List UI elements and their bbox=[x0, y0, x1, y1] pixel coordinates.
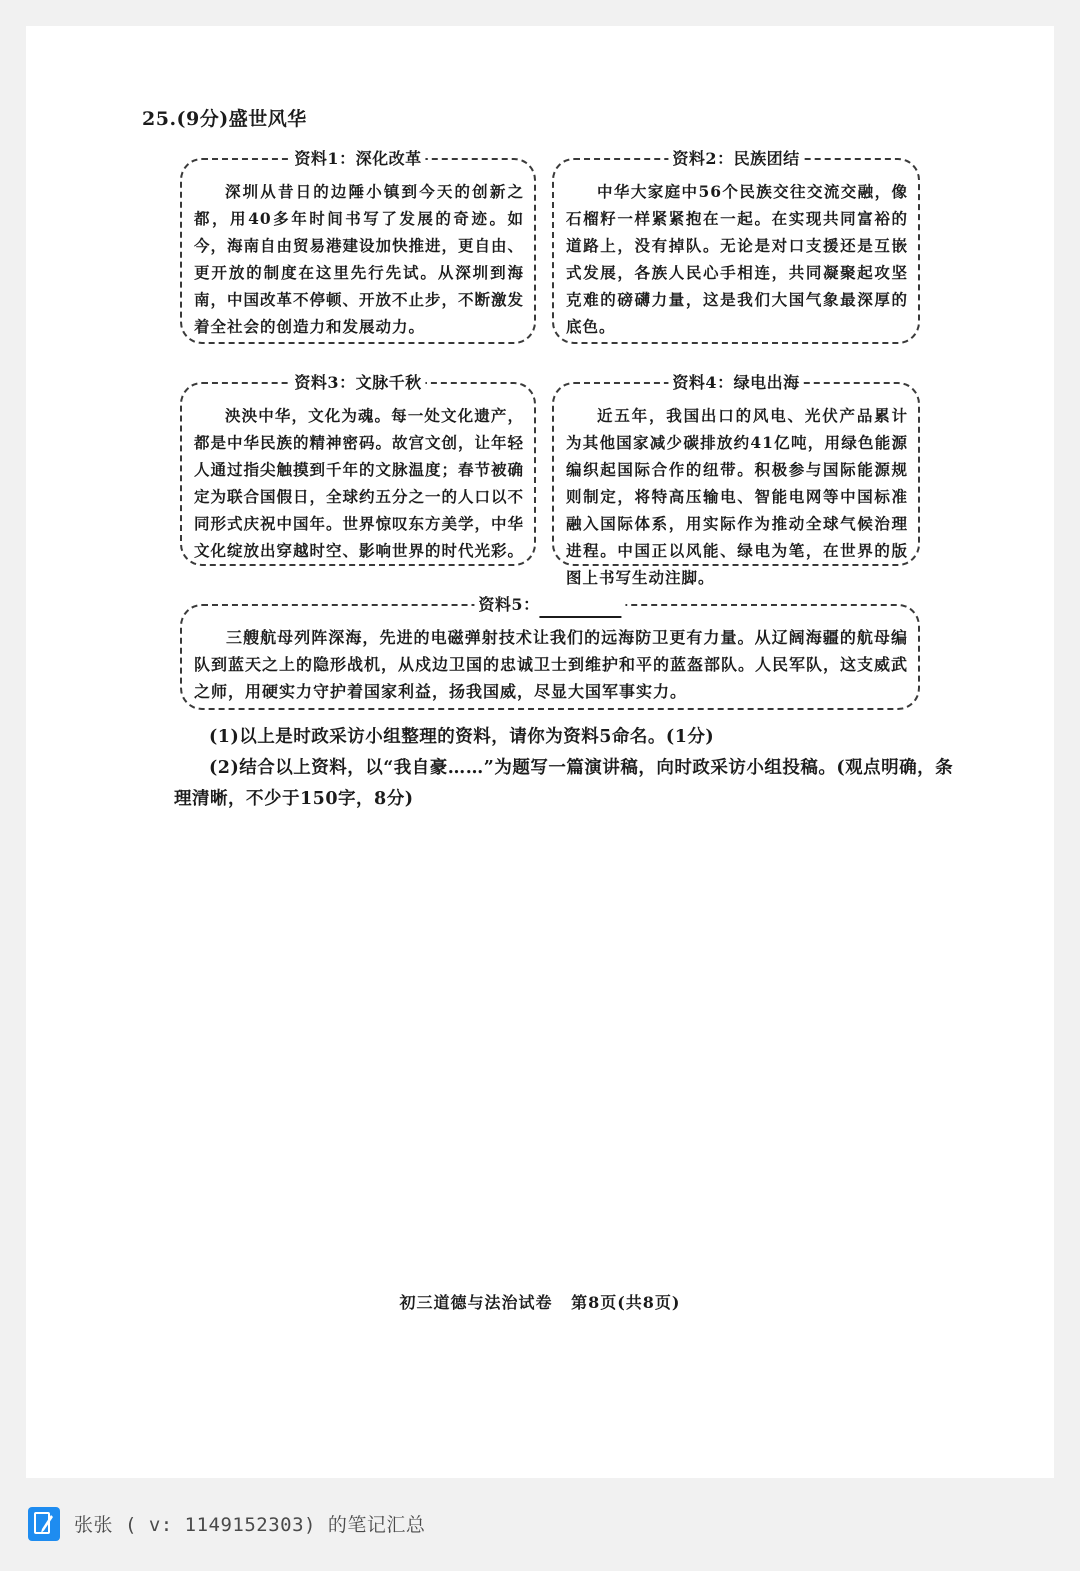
material-3-label: 资料3：文脉千秋 bbox=[290, 370, 425, 396]
sub-question-1: (1)以上是时政采访小组整理的资料，请你为资料5命名。(1分) bbox=[209, 727, 715, 747]
sub-question-2: (2)结合以上资料，以“我自豪……”为题写一篇演讲稿，向时政采访小组投稿。(观点明确，条理清晰，不少于150字，8分) bbox=[174, 758, 954, 809]
page-footer bbox=[26, 1290, 1054, 1313]
sub-questions bbox=[174, 722, 954, 815]
material-2-text: 中华大家庭中56个民族交往交流交融，像石榴籽一样紧紧抱在一起。在实现共同富裕的道路上，没有掉队。无论是对口支援还是互嵌式发展，各族人民心手相连，共同凝聚起攻坚克难的磅礴力量，这是我们大国气象最深厚的底色。 bbox=[566, 182, 908, 336]
material-2-label: 资料2：民族团结 bbox=[668, 146, 803, 172]
material-1-text: 深圳从昔日的边陲小镇到今天的创新之都，用40多年时间书写了发展的奇迹。如今，海南自由贸易港建设加快推进，更自由、更开放的制度在这里先行先试。从深圳到海南，中国改革不停顿、开放不止步，不断激发着全社会的创造力和发展动力。 bbox=[194, 182, 525, 336]
material-5-box bbox=[180, 595, 920, 710]
footer-subject: 初三道德与法治试卷 bbox=[399, 1293, 553, 1312]
material-3-box bbox=[180, 373, 536, 566]
watermark-text: 张张 ( v: 1149152303) 的笔记汇总 bbox=[74, 1514, 426, 1536]
material-4-box bbox=[552, 373, 920, 587]
material-5-text: 三艘航母列阵深海，先进的电磁弹射技术让我们的远海防卫更有力量。从辽阔海疆的航母编队到蓝天之上的隐形战机，从戍边卫国的忠诚卫士到维护和平的蓝盔部队。人民军队，这支威武之师，用硬实力守护着国家利益，扬我国威，尽显大国军事实力。 bbox=[194, 628, 909, 701]
material-4-text: 近五年，我国出口的风电、光伏产品累计为其他国家减少碳排放约41亿吨，用绿色能源编织起国际合作的纽带。积极参与国际能源规则制定，将特高压输电、智能电网等中国标准融入国际体系，用实际作为推动全球气候治理进程。中国正以风能、绿电为笔，在世界的版图上书写生动注脚。 bbox=[566, 406, 908, 587]
material-1-box bbox=[180, 149, 536, 344]
material-5-name-blank[interactable] bbox=[540, 598, 622, 618]
material-2-box bbox=[552, 149, 920, 344]
exam-page bbox=[26, 26, 1054, 1478]
note-pen-icon bbox=[28, 1507, 60, 1541]
footer-page-number: 第8页(共8页) bbox=[571, 1293, 681, 1312]
question-title: 25.(9分)盛世风华 bbox=[142, 108, 307, 130]
material-3-text: 泱泱中华，文化为魂。每一处文化遗产，都是中华民族的精神密码。故宫文创，让年轻人通过指尖触摸到千年的文脉温度；春节被确定为联合国假日，全球约五分之一的人口以不同形式庆祝中国年。世界惊叹东方美学，中华文化绽放出穿越时空、影响世界的时代光彩。 bbox=[194, 406, 525, 560]
material-5-label-wrap bbox=[474, 592, 625, 618]
material-4-label: 资料4：绿电出海 bbox=[668, 370, 803, 396]
material-1-label: 资料1：深化改革 bbox=[290, 146, 425, 172]
material-5-label: 资料5： bbox=[478, 595, 540, 614]
